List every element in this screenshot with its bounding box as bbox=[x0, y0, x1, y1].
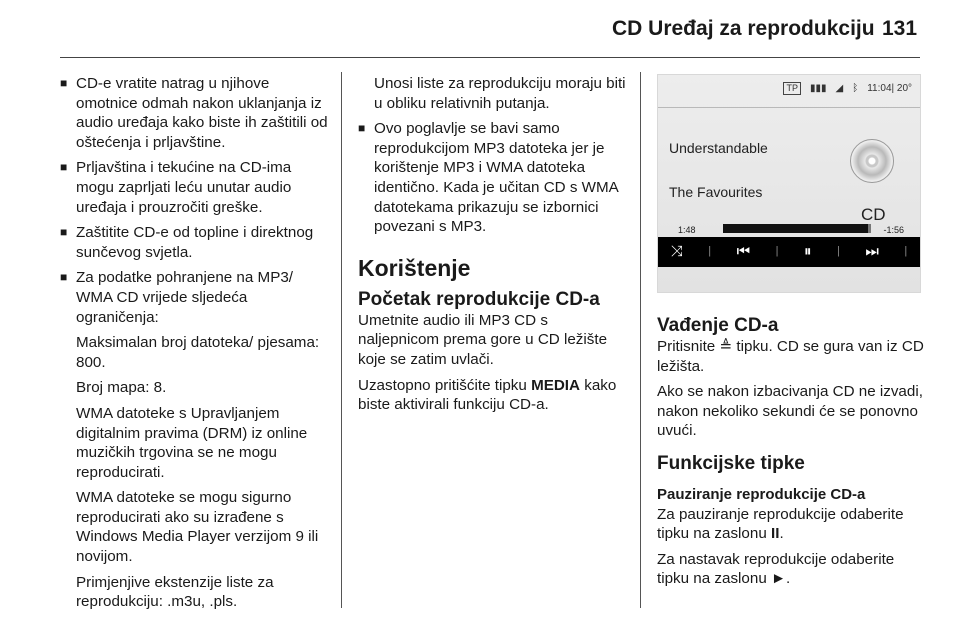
media-key-label: MEDIA bbox=[531, 376, 580, 394]
paragraph: WMA datoteke se mogu sigurno reproducirati ako su izrađene s Windows Media Player verzijom 9 ili novijom. bbox=[76, 489, 319, 566]
control-separator: | bbox=[708, 245, 712, 258]
control-separator: | bbox=[837, 245, 840, 258]
section-heading: Funkcijske tipke bbox=[657, 452, 805, 474]
page-number: 131 bbox=[882, 17, 918, 40]
previous-icon[interactable]: ⏮ bbox=[736, 243, 751, 261]
elapsed-time: 1:48 bbox=[678, 225, 696, 235]
left-column bbox=[60, 74, 332, 618]
source-label: CD bbox=[861, 205, 886, 224]
bullet-item: ■ Ovo poglavlje se bavi samo reprodukcijom MP3 datoteka jer je korištenje MP3 i WMA datoteka identično. Kada je učitan CD s WMA datotekama prikazuju se izbornici povezani s MP3. bbox=[358, 119, 630, 237]
paragraph: Unosi liste za reprodukciju moraju biti u obliku relativnih putanja. bbox=[374, 75, 626, 112]
control-separator: | bbox=[775, 245, 779, 258]
paragraph: Pritisnite ≜ tipku. CD se gura van iz CD ležišta. bbox=[657, 338, 924, 375]
track-title: Understandable bbox=[669, 140, 768, 156]
text-run: Uzastopno pritišćite tipku bbox=[358, 376, 532, 394]
paragraph: Maksimalan broj datoteka/ pjesama: 800. bbox=[76, 334, 320, 371]
text-run: Za pauziranje reprodukcije odaberite tipku na zaslonu bbox=[657, 505, 904, 543]
signal-icon: ◢ bbox=[835, 83, 844, 94]
paragraph: Primjenjive ekstenzije liste za reprodukciju: .m3u, .pls. bbox=[76, 573, 274, 611]
cd-player-screen bbox=[657, 74, 921, 293]
cd-disc-icon bbox=[850, 139, 894, 183]
battery-icon: ▮▮▮ bbox=[810, 83, 827, 94]
text-run: . bbox=[779, 525, 784, 543]
remaining-time: -1:56 bbox=[883, 225, 904, 235]
paragraph: Umetnite audio ili MP3 CD s naljepnicom prema gore u CD ležište koje se zatim uvlači. bbox=[358, 311, 608, 368]
bullet-item: ■ Zaštitite CD-e od topline i direktnog sunčevog svjetla. bbox=[60, 223, 332, 262]
bullet-item: ■ Za podatke pohranjene na MP3/ WMA CD vrijede sljedeća ograničenja: bbox=[60, 268, 332, 327]
column-divider bbox=[640, 72, 641, 608]
tp-icon: TP bbox=[783, 82, 801, 95]
column-divider bbox=[341, 72, 342, 608]
middle-column bbox=[358, 74, 630, 421]
progress-fill bbox=[723, 224, 868, 233]
page-header-title: CD Uređaj za reprodukciju bbox=[612, 17, 875, 40]
control-separator: | bbox=[904, 245, 908, 258]
section-heading: Vađenje CD-a bbox=[657, 315, 779, 336]
progress-bar[interactable] bbox=[723, 224, 871, 233]
shuffle-icon[interactable]: ⤨ bbox=[670, 243, 683, 261]
clock-temperature: 11:04| 20° bbox=[867, 83, 912, 94]
album-title: The Favourites bbox=[669, 184, 763, 200]
text-run: kako biste aktivirali funkciju CD-a. bbox=[358, 376, 617, 414]
pause-symbol: II bbox=[770, 525, 780, 543]
subsection-heading: Pauziranje reprodukcije CD-a bbox=[657, 485, 866, 503]
paragraph: Broj mapa: 8. bbox=[76, 379, 167, 397]
header-divider bbox=[60, 57, 920, 58]
subsection-heading: Početak reprodukcije CD-a bbox=[358, 288, 600, 310]
paragraph: Za nastavak reprodukcije odaberite tipku na zaslonu ►. bbox=[657, 550, 895, 588]
paragraph: Ako se nakon izbacivanja CD ne izvadi, nakon nekoliko sekundi će se ponovno uvući. bbox=[657, 383, 923, 440]
paragraph: WMA datoteke s Upravljanjem digitalnim pravima (DRM) iz online muzičkih trgovina se ne mogu reproducirati. bbox=[76, 404, 308, 481]
playback-controls bbox=[658, 237, 920, 267]
status-divider bbox=[658, 107, 920, 108]
bluetooth-icon: ᛒ bbox=[852, 83, 859, 94]
paragraph bbox=[358, 376, 630, 415]
paragraph bbox=[657, 505, 925, 544]
status-bar bbox=[783, 79, 912, 99]
right-column bbox=[657, 74, 925, 595]
bullet-item: ■ CD-e vratite natrag u njihove omotnice odmah nakon uklanjanja iz audio uređaja kako biste ih zaštitili od oštećenja i prljavštine. bbox=[60, 74, 332, 152]
pause-icon[interactable]: ⏸ bbox=[804, 243, 812, 261]
bullet-item: ■ Prljavština i tekućine na CD-ima mogu zaprljati leću unutar audio uređaja i prouzročiti greške. bbox=[60, 158, 332, 217]
next-icon[interactable]: ⏭ bbox=[865, 243, 879, 261]
section-heading: Korištenje bbox=[358, 254, 471, 281]
